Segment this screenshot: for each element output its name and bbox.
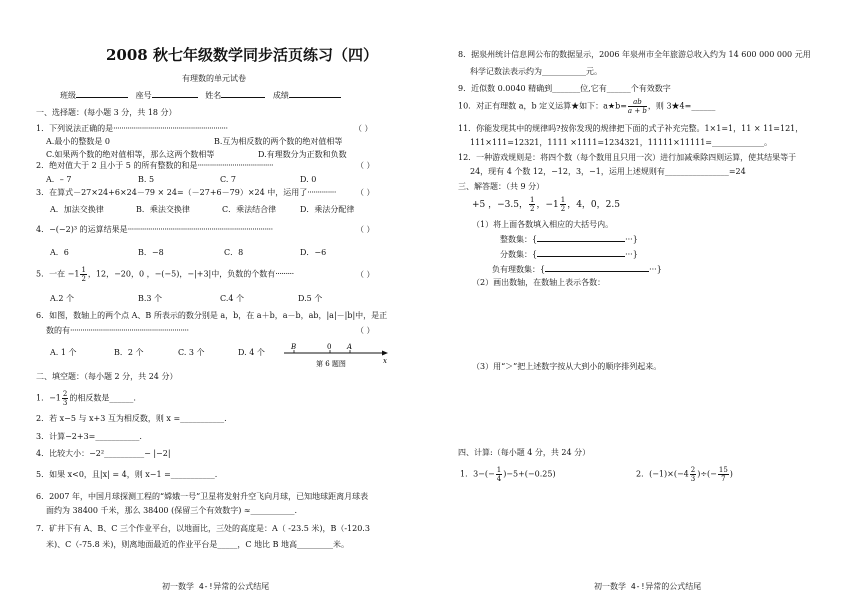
q6-option-b[interactable]: B．2 个 [114,348,144,357]
q3-option-d[interactable]: D．乘法分配律 [300,205,355,214]
q3-option-b[interactable]: B．乘法交换律 [136,205,190,214]
fill-9[interactable]: 9．近似数 0.0040 精确到_______位,它有______个有效数字 [458,84,671,93]
fill-7-line2[interactable]: 米)、C（-75.8 米)，则离地面最近的作业平台是_____，C 地比 B 地高_________米。 [46,540,350,549]
q6-paren: （ ） [356,326,375,335]
q6-stem-2: 数的有·························································· [46,326,189,335]
page-footer-right: 初一数学 4-!异常的公式结尾 [594,582,702,591]
q5-option-d[interactable]: D.5 个 [298,294,323,303]
q4-paren: （ ） [356,225,375,234]
fill-12-line2[interactable]: 24，现有 4 个数 12，−12，3，−1，运用上述规则有________________=24 [470,167,746,176]
q4-stem: 4．−(−2)³ 的运算结果是······································································· [36,225,273,234]
q5-paren: （ ） [356,270,375,279]
q5-option-c[interactable]: C.4 个 [220,294,245,303]
subquestion-3: （3）用“＞”把上述数字按从大到小的顺序排列起来。 [472,362,662,371]
q5-fraction: $\frac{1}{2}$ [81,266,86,283]
fill-4[interactable]: 4．比较大小：−2²__________− |−2| [36,449,171,458]
fill-11-line1: 11．你能发现其中的规律吗?按你发现的规律把下面的式子补充完整。1×1=1，11 × 11=121， [458,124,804,133]
q2-option-d[interactable]: D. 0 [300,175,317,184]
q4-option-d[interactable]: D．−6 [300,248,327,257]
q1-stem: 1．下列说法正确的是························································ [36,124,228,133]
fill-11-line2[interactable]: 111×111=12321，1111 ×1111=1234321，11111×11111=_____________。 [470,138,772,147]
fraction-set[interactable]: 分数集：{ ···} [500,250,638,259]
q2-option-c[interactable]: C. 7 [220,175,237,184]
q5-stem: 5．一在 −1 $\frac{1}{2}$ ，12，−20，0 ，−(−5)，−|+3|中，负数的个数有········· [36,266,294,283]
subquestion-1: （1）将上面各数填入相应的大括号内。 [472,220,614,229]
label-a: A [347,343,353,351]
score-blank[interactable] [289,90,341,98]
fill-1: 1．−1 $\frac{2}{3}$ 的相反数是______. [36,390,136,407]
fill-3[interactable]: 3．计算−2+3=___________. [36,432,142,441]
seat-blank[interactable] [152,90,198,98]
negative-rational-set[interactable]: 负有理数集：{ ···} [492,265,662,274]
fill-8-line2[interactable]: 科学记数法表示约为___________元。 [470,67,602,76]
q1-option-b[interactable]: B.互为相反数的两个数的绝对值相等 [214,137,343,146]
fill-12-line1: 12．一种游戏规则是：将四个数（每个数用且只用一次）进行加减乘除四则运算，使其结果等于 [458,153,797,162]
q6-option-c[interactable]: C. 3 个 [178,348,205,357]
number-list: +5 ，−3.5， $\frac{1}{2}$ ，−1 $\frac{1}{2}$ ，4，0，2.5 [472,196,620,213]
calc-1: 1．3−(− $\frac{1}{4}$ )−5+(−0.25) [460,466,556,483]
q1-option-d[interactable]: D.有理数分为正数和负数 [258,150,347,159]
q6-stem: 6．如图，数轴上的两个点 A、B 所表示的数分别是 a，b，在 a＋b，a－b，ab，|a|－|b|中，是正 [36,311,388,320]
fill-6-line2[interactable]: 面约为 38400 千米，那么 38400 (保留三个有效数字) ≈___________. [46,506,298,515]
page-title: 2008 秋七年级数学同步活页练习（四） [106,46,378,64]
subquestion-2: （2）画出数轴，在数轴上表示各数： [472,278,606,287]
name-label: 姓名 [205,91,222,100]
q3-paren: （ ） [356,188,375,197]
q4-option-b[interactable]: B．−8 [138,248,164,257]
q3-option-c[interactable]: C．乘法结合律 [222,205,277,214]
q3-option-a[interactable]: A．加法交换律 [50,205,104,214]
q1-option-a[interactable]: A.最小的整数是 0 [46,137,110,146]
fill-10[interactable]: 10．对正有理数 a，b 定义运算★如下：a★b= $\frac{ab}{a + b}$ ，则 3★4=______ [458,98,716,115]
calc-2: 2．(−1)×(−4 $\frac{2}{3}$ )÷(− $\frac{15}{7}$ ) [636,466,733,483]
q5-option-b[interactable]: B.3 个 [138,294,163,303]
q2-option-b[interactable]: B. 5 [138,175,155,184]
label-b: B [291,343,297,351]
section-2-heading: 二、填空题：（每小题 2 分，共 24 分） [36,372,178,381]
q1-paren: （ ） [354,124,373,133]
label-o: 0 [327,343,332,351]
q6-option-d[interactable]: D. 4 个 [238,348,265,357]
q2-paren: （ ） [356,161,375,170]
fill-2[interactable]: 2．若 x−5 与 x+3 互为相反数，则 x =___________. [36,414,227,423]
q6-number-line-figure [280,340,392,370]
section-4-heading: 四、计算:（每小题 4 分，共 24 分） [458,448,591,457]
section-3-heading: 三、解答题：（共 9 分） [458,182,545,191]
q3-stem: 3．在算式－27×24+6×24－79 × 24=（－27+6－79）×24 中，运用了·············· [36,188,336,197]
fill-5[interactable]: 5．如果 x<0，且|x| = 4，则 x−1 =___________. [36,470,218,479]
q2-stem: 2．绝对值大于 2 且小于 5 的所有整数的和是····································· [36,161,274,170]
student-info-fields [60,90,341,101]
label-x: x [383,357,387,365]
fill-8-line1: 8．据泉州统计信息网公布的数据显示，2006 年泉州市全年旅游总收入约为 14 600 000 000 元用 [458,50,811,59]
axis-arrow [382,351,388,356]
fill-7-line1: 7．矿井下有 A、B、C 三个作业平台，以地面比，三处的高度是：A（ -23.5 米)，B（-120.3 [36,524,370,533]
score-label: 成绩 [272,91,289,100]
page-footer-left: 初一数学 4-!异常的公式结尾 [162,582,270,591]
q4-option-c[interactable]: C．8 [224,248,244,257]
integer-set[interactable]: 整数集：{ ···} [500,235,638,244]
q5-option-a[interactable]: A.2 个 [50,294,74,303]
q2-option-a[interactable]: A．– 7 [46,175,72,184]
q1-option-c[interactable]: C.如果两个数的绝对值相等，那么这两个数相等 [46,150,215,159]
seat-label: 座号 [135,91,152,100]
q4-option-a[interactable]: A．6 [50,248,69,257]
name-blank[interactable] [221,90,265,98]
figure-caption: 第 6 题图 [316,360,346,368]
section-1-heading: 一、选择题：(每小题 3 分，共 18 分） [36,108,177,117]
fill-6-line1: 6．2007 年，中国月球探测工程的“嫦娥一号”卫星将发射升空飞向月球，已知地球距离月球表 [36,492,369,501]
page-subtitle: 有理数的单元试卷 [182,74,246,83]
class-blank[interactable] [76,90,128,98]
q6-option-a[interactable]: A. 1 个 [50,348,77,357]
class-label: 班级 [60,91,76,100]
